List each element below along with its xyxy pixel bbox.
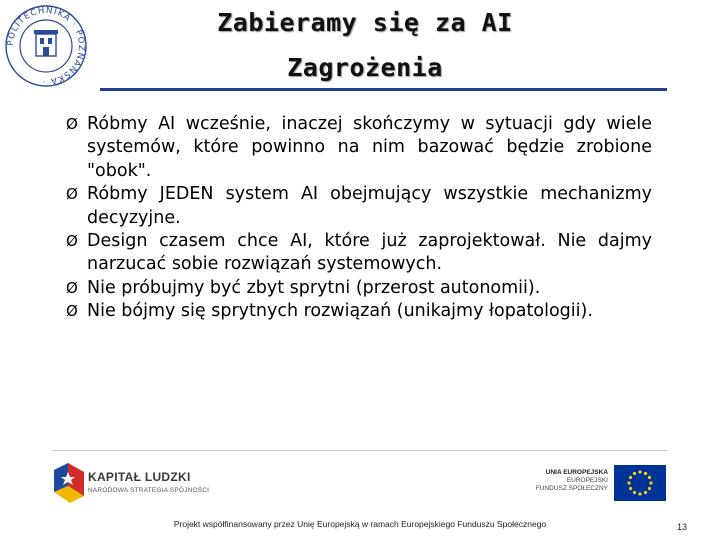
bullet-text: Design czasem chce AI, które już zaprojektował. Nie dajmy narzucać sobie rozwiązań systemowych. [87,231,652,275]
bullet-item [66,277,652,300]
bullet-item [66,230,652,277]
title-divider [100,88,667,91]
slide-title: Zabieramy się za AI [217,8,513,37]
kapital-ludzki-logo-icon [52,462,86,504]
bullet-text: Róbmy JEDEN system AI obejmujący wszystkie mechanizmy decyzyjne. [87,184,652,228]
project-funding-note: Projekt współfinansowany przez Unię Europejską w ramach Europejskiego Funduszu Społecznego [173,519,547,529]
eu-text-block [516,469,608,493]
bullet-item [66,183,652,230]
eu-line-1: UNIA EUROPEJSKA [545,469,608,476]
page-number: 13 [676,522,687,532]
kapital-ludzki-subtitle: NARODOWA STRATEGIA SPÓJNOŚCI [88,487,210,494]
arrow-bullet-icon: Ø [66,302,78,321]
eu-flag-icon [614,465,666,501]
bullet-item [66,300,652,323]
arrow-bullet-icon: Ø [66,278,78,297]
kapital-ludzki-title: KAPITAŁ LUDZKI [88,470,191,484]
arrow-bullet-icon: Ø [66,185,78,204]
bullet-text: Róbmy AI wcześnie, inaczej skończymy w sytuacji gdy wiele systemów, które powinno na nim bazować będzie zrobione "obok". [87,114,652,181]
bullet-item [66,113,652,183]
university-seal-icon [4,4,88,88]
seal-ring-text: POLITECHNIKA · POZNAŃSKA · [5,5,87,87]
arrow-bullet-icon: Ø [66,232,78,251]
footer-divider [52,450,667,451]
bullet-text: Nie próbujmy być zbyt sprytni (przerost autonomii). [87,277,541,298]
bullet-text: Nie bójmy się sprytnych rozwiązań (unikajmy łopatologii). [87,301,593,322]
eu-line-2: EUROPEJSKI [566,477,608,484]
arrow-bullet-icon: Ø [66,115,78,133]
slide-subtitle: Zagrożenia [287,53,443,82]
bullet-list [66,113,652,324]
eu-line-3: FUNDUSZ SPOŁECZNY [535,485,608,492]
